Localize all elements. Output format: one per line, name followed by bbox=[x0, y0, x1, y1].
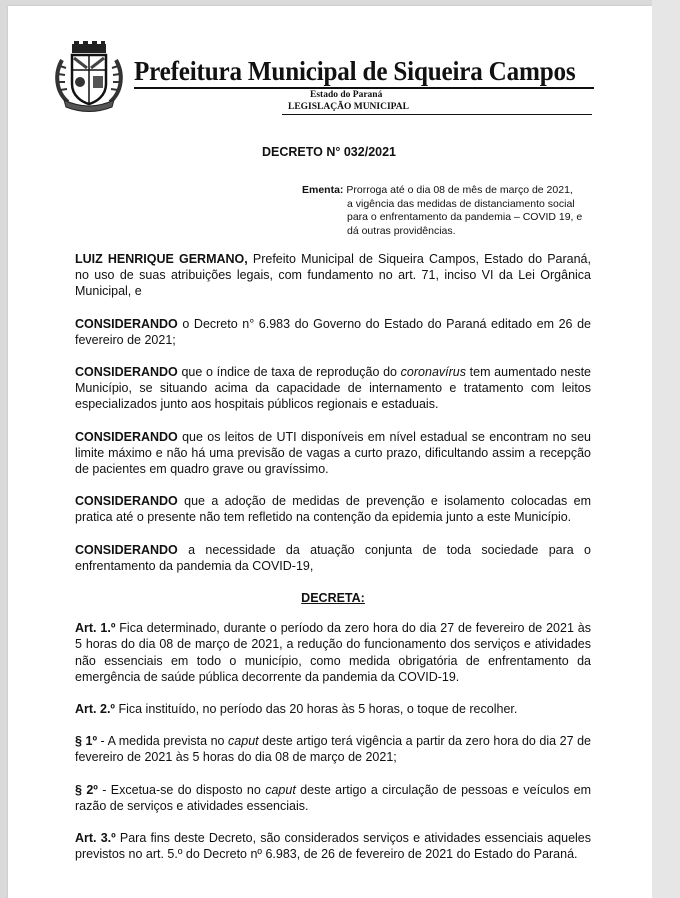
ementa-line-3: para o enfrentamento da pandemia – COVID 19, e bbox=[347, 211, 583, 223]
decreta-heading: DECRETA: bbox=[301, 591, 365, 606]
article-paragraph: Art. 3.º Para fins deste Decreto, são considerados serviços e atividades essenciais aqueles previstos no art. 5.º do Decreto nº 6.983, de 26 de fevereiro de 2021 do Estado do Paraná. bbox=[75, 831, 591, 862]
document-title: Prefeitura Municipal de Siqueira Campos bbox=[134, 56, 576, 86]
mayor-name: LUIZ HENRIQUE GERMANO, bbox=[75, 252, 248, 266]
decree-number: DECRETO N° 032/2021 bbox=[262, 145, 396, 159]
ementa-label: Ementa: bbox=[302, 184, 344, 196]
ementa-block bbox=[302, 184, 592, 238]
ementa-line-1: Ementa: Prorroga até o dia 08 de mês de março de 2021, bbox=[302, 184, 573, 196]
decree-body bbox=[75, 251, 591, 878]
considerando-paragraph: CONSIDERANDO que o índice de taxa de reprodução do coronavírus tem aumentado neste Município, se situando acima da capacidade de internamento e tratamento com leitos especializados junto aos hospitais públicos regionais e estaduais. bbox=[75, 365, 591, 412]
article-paragraph: Art. 1.º Fica determinado, durante o período da zero hora do dia 27 de fevereiro de 2021 às 5 horas do dia 08 de março de 2021, a redução do funcionamento dos serviços e atividades não essenciais em todo o município, como medida obrigatória de enfrentamento da emergência de saúde pública decorrente da pandemia da COVID-19. bbox=[75, 621, 591, 684]
considerando-paragraph: CONSIDERANDO que a adoção de medidas de prevenção e isolamento colocadas em pratica até o presente não tem refletido na contenção da epidemia junto a este Município. bbox=[75, 494, 591, 525]
state-subtitle: Estado do Paraná bbox=[310, 90, 383, 100]
considerando-paragraph: CONSIDERANDO a necessidade da atuação conjunta de toda sociedade para o enfrentamento da pandemia da COVID-19, bbox=[75, 542, 591, 573]
subtitle-rule bbox=[282, 114, 592, 115]
preamble-paragraph: LUIZ HENRIQUE GERMANO, Prefeito Municipal de Siqueira Campos, Estado do Paraná, no uso de suas atribuições legais, com fundamento no art. 71, inciso VI da Lei Orgânica Municipal, e bbox=[75, 252, 591, 299]
article-paragraph: § 1º - A medida prevista no caput deste artigo terá vigência a partir da zero hora do dia 27 de fevereiro de 2021 às 5 horas do dia 08 de março de 2021; bbox=[75, 734, 591, 765]
section-subtitle: LEGISLAÇÃO MUNICIPAL bbox=[288, 102, 409, 112]
article-paragraph: Art. 2.º Fica instituído, no período das 20 horas às 5 horas, o toque de recolher. bbox=[75, 702, 518, 717]
viewer-scroll-area[interactable] bbox=[652, 0, 680, 898]
coat-of-arms-icon bbox=[52, 40, 126, 112]
considerando-paragraph: CONSIDERANDO que os leitos de UTI disponíveis em nível estadual se encontram no seu limite máximo e não há uma previsão de vagas a curto prazo, dificultando assim a recepção de pacientes em quadro grave ou gravíssimo. bbox=[75, 429, 591, 477]
ementa-line-4: dá outras providências. bbox=[347, 224, 456, 237]
considerando-paragraph: CONSIDERANDO o Decreto n° 6.983 do Governo do Estado do Paraná editado em 26 de fevereiro de 2021; bbox=[75, 316, 591, 347]
article-paragraph: § 2º - Excetua-se do disposto no caput deste artigo a circulação de pessoas e veículos em razão de serviços e atividades essenciais. bbox=[75, 782, 591, 813]
title-rule bbox=[134, 87, 594, 89]
ementa-line-2: a vigência das medidas de distanciamento social bbox=[347, 197, 575, 210]
